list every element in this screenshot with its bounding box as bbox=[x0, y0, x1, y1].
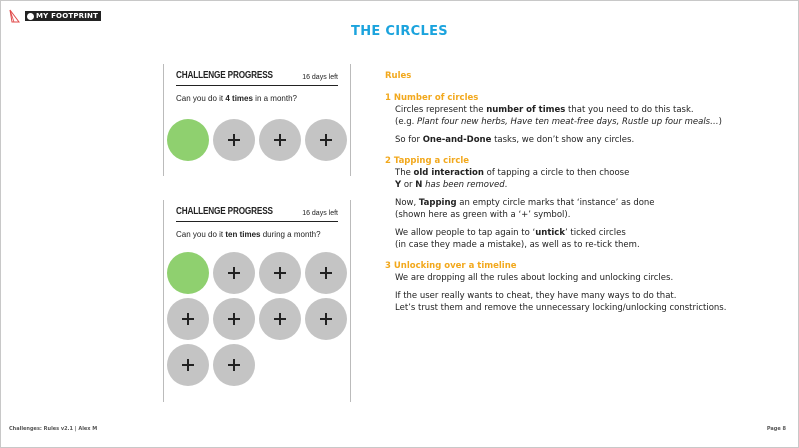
rules-panel bbox=[385, 70, 775, 314]
progress-circle-done[interactable] bbox=[167, 119, 209, 161]
plus-icon bbox=[320, 267, 332, 279]
text: of tapping a circle to then choose bbox=[483, 168, 630, 178]
text: Now, bbox=[395, 198, 419, 208]
question-text-end: in a month? bbox=[252, 94, 297, 103]
rule-2-text: (in case they made a mistake), as well as to re-tick them. bbox=[395, 240, 640, 250]
page-title: THE CIRCLES bbox=[351, 24, 448, 39]
rule-2-text bbox=[395, 197, 775, 209]
text-bold: number of times bbox=[486, 105, 566, 115]
text: or bbox=[401, 180, 416, 190]
text-bold: old interaction bbox=[413, 168, 484, 178]
challenge-progress-card bbox=[163, 64, 351, 176]
rule-2-title: 2 Tapping a circle bbox=[385, 156, 470, 166]
footer-page-number: Page 8 bbox=[766, 426, 786, 432]
text: . bbox=[504, 180, 508, 190]
progress-circle-empty[interactable] bbox=[213, 252, 255, 294]
question-text: Can you do it bbox=[176, 94, 226, 103]
rule-3-title: 3 Unlocking over a timeline bbox=[385, 261, 517, 271]
text: ) bbox=[718, 117, 722, 127]
challenge-question bbox=[176, 230, 350, 239]
plus-icon bbox=[182, 313, 194, 325]
rules-heading: Rules bbox=[385, 71, 412, 81]
plus-icon bbox=[228, 267, 240, 279]
days-left-label: 16 days left bbox=[302, 210, 338, 217]
plus-icon bbox=[320, 313, 332, 325]
rule-3-text: We are dropping all the rules about locking and unlocking circles. bbox=[395, 273, 674, 283]
text: that you need to do this task. bbox=[565, 105, 694, 115]
plus-icon bbox=[228, 313, 240, 325]
text-bold: N bbox=[415, 180, 423, 190]
question-text: Can you do it bbox=[176, 230, 226, 239]
progress-circle-empty[interactable] bbox=[167, 344, 209, 386]
progress-circle-empty[interactable] bbox=[213, 344, 255, 386]
rule-2-text bbox=[395, 179, 775, 191]
question-text-end: during a month? bbox=[260, 230, 321, 239]
brand-logo bbox=[9, 9, 101, 23]
plus-icon bbox=[228, 359, 240, 371]
plus-icon bbox=[274, 267, 286, 279]
card-header bbox=[176, 206, 338, 222]
plus-icon bbox=[274, 313, 286, 325]
progress-circles bbox=[164, 252, 351, 386]
rule-1-examples bbox=[395, 116, 775, 128]
rule-1-title: 1 Number of circles bbox=[385, 93, 479, 103]
text-bold: One-and-Done bbox=[422, 135, 492, 145]
text: ’ ticked circles bbox=[565, 228, 626, 238]
card-title: CHALLENGE PROGRESS bbox=[176, 206, 273, 217]
rule-3-text: If the user really wants to cheat, they have many ways to do that. bbox=[395, 291, 677, 301]
text-bold: untick bbox=[535, 228, 565, 238]
text-bold: Y bbox=[395, 180, 402, 190]
question-count: 4 times bbox=[225, 94, 253, 103]
text: Circles represent the bbox=[395, 105, 487, 115]
rule-1-text bbox=[395, 104, 775, 116]
brand-mark-icon bbox=[9, 9, 21, 23]
progress-circle-empty[interactable] bbox=[305, 252, 347, 294]
plus-icon bbox=[228, 134, 240, 146]
rule-2-text: (shown here as green with a ‘+’ symbol). bbox=[395, 210, 571, 220]
plus-icon bbox=[320, 134, 332, 146]
rule-2-text bbox=[395, 167, 775, 179]
brand-badge bbox=[25, 11, 101, 21]
progress-circle-empty[interactable] bbox=[213, 119, 255, 161]
card-header bbox=[176, 70, 338, 86]
progress-circle-empty[interactable] bbox=[213, 298, 255, 340]
text: an empty circle marks that ‘instance’ as done bbox=[456, 198, 655, 208]
text-bold: Tapping bbox=[418, 198, 457, 208]
brand-name: MY FOOTPRINT bbox=[36, 12, 99, 20]
footer-doc-info: Challenges: Rules v2.1 | Alex M bbox=[9, 426, 98, 432]
plus-icon bbox=[274, 134, 286, 146]
text-italic: Plant four new herbs, Have ten meat-free days, Rustle up four meals… bbox=[417, 117, 719, 127]
text: The bbox=[395, 168, 414, 178]
card-title: CHALLENGE PROGRESS bbox=[176, 70, 273, 81]
text-italic: has been removed bbox=[422, 180, 505, 190]
progress-circle-empty[interactable] bbox=[305, 119, 347, 161]
plus-icon bbox=[182, 359, 194, 371]
progress-circle-done[interactable] bbox=[167, 252, 209, 294]
text: So for bbox=[395, 135, 423, 145]
days-left-label: 16 days left bbox=[302, 74, 338, 81]
progress-circle-empty[interactable] bbox=[259, 298, 301, 340]
challenge-progress-card bbox=[163, 200, 351, 402]
progress-circle-empty[interactable] bbox=[259, 119, 301, 161]
progress-circle-empty[interactable] bbox=[167, 298, 209, 340]
challenge-question bbox=[176, 94, 350, 103]
rule-3-text: Let’s trust them and remove the unnecessary locking/unlocking constrictions. bbox=[395, 303, 727, 313]
rule-1-note bbox=[395, 134, 775, 146]
text: tasks, we don’t show any circles. bbox=[491, 135, 635, 145]
text: We allow people to tap again to ‘ bbox=[395, 228, 536, 238]
progress-circles bbox=[164, 119, 351, 161]
paw-icon bbox=[27, 13, 34, 20]
question-count: ten times bbox=[225, 230, 261, 239]
progress-circle-empty[interactable] bbox=[259, 252, 301, 294]
text: (e.g. bbox=[395, 117, 418, 127]
progress-circle-empty[interactable] bbox=[305, 298, 347, 340]
rule-2-text bbox=[395, 227, 775, 239]
